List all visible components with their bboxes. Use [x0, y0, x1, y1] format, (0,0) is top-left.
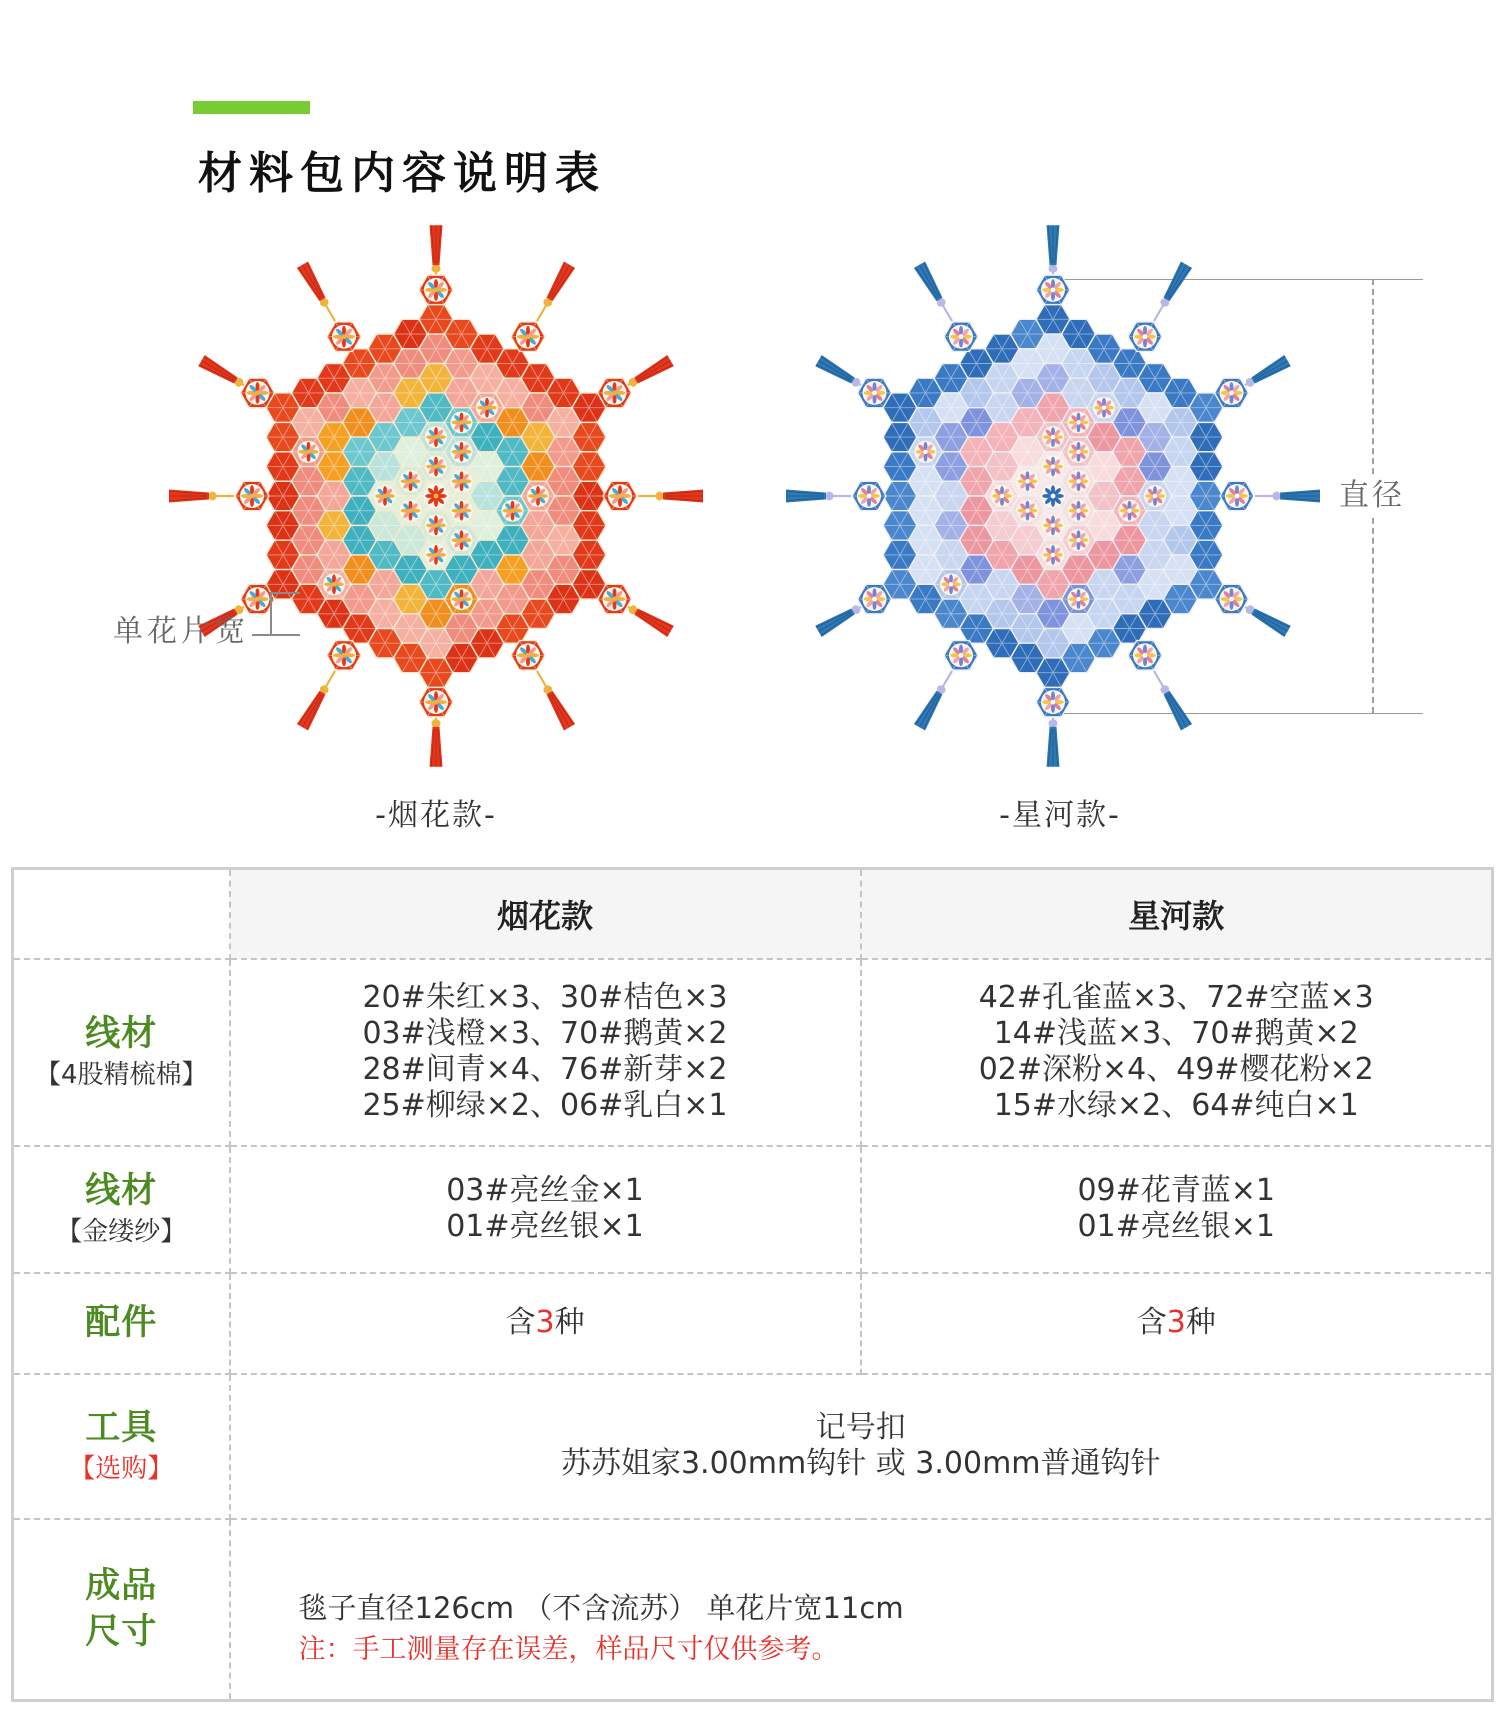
tassel	[1242, 601, 1291, 637]
flower-center	[526, 334, 531, 339]
blanket-body	[266, 305, 606, 688]
tool-line: 苏苏姐家3.00mm钩针 或 3.00mm普通钩针	[560, 1446, 1161, 1481]
flower-center	[1000, 494, 1004, 498]
galaxy-cell	[861, 959, 1493, 1146]
flower-center	[485, 406, 489, 410]
tassel	[169, 490, 234, 503]
flower-center	[1153, 494, 1157, 498]
fireworks-cell	[230, 1273, 861, 1374]
tassel	[1148, 668, 1192, 731]
title-accent-bar	[193, 101, 310, 114]
tassel	[1047, 718, 1060, 767]
flower-center	[1051, 523, 1055, 527]
flower-width-bracket-bottom	[252, 634, 300, 636]
flower-center	[1076, 420, 1080, 424]
flower-center	[434, 553, 438, 557]
flower-center	[612, 597, 617, 602]
flower-center	[459, 538, 463, 542]
galaxy-blanket-image	[767, 210, 1339, 782]
accessory-suffix: 种	[1185, 1305, 1216, 1340]
yarn-line: 09#花青蓝×1	[1077, 1173, 1276, 1208]
tassel	[625, 355, 674, 391]
flower-center	[1051, 464, 1055, 468]
flower-center	[923, 450, 927, 454]
flower-center	[1102, 406, 1106, 410]
blanket-body	[883, 305, 1223, 688]
flower-center	[1235, 494, 1240, 499]
flower-center	[434, 288, 439, 293]
tassel	[1148, 262, 1192, 325]
tassel-cord	[326, 671, 335, 687]
accessory-number: 3	[535, 1305, 555, 1340]
table-row	[13, 1146, 1493, 1273]
tassel-cord	[537, 306, 546, 322]
row-sublabel: 【4股精梳棉】	[34, 1060, 208, 1090]
tassel	[625, 601, 674, 637]
tassel-cap	[432, 265, 441, 273]
accessory-prefix: 含	[505, 1305, 536, 1340]
row-label: 工具	[85, 1408, 158, 1448]
table-row	[13, 1273, 1493, 1374]
yarn-line: 25#柳绿×2、06#乳白×1	[362, 1088, 728, 1123]
fireworks-cell	[230, 1146, 861, 1273]
table-row	[13, 959, 1493, 1146]
flower-center	[612, 391, 617, 396]
flower-center	[1025, 479, 1029, 483]
flower-center	[459, 420, 463, 424]
tassel	[1242, 355, 1291, 391]
flower-center	[1051, 700, 1056, 705]
flower-center	[867, 494, 872, 499]
accessory-prefix: 含	[1136, 1305, 1167, 1340]
galaxy-cell	[861, 1146, 1493, 1273]
flower-center	[332, 582, 336, 586]
accessory-suffix: 种	[554, 1305, 585, 1340]
tassel	[638, 490, 703, 503]
flower-center	[1051, 494, 1056, 499]
flower-center	[434, 700, 439, 705]
row-sublabel: 【选购】	[69, 1454, 174, 1484]
materials-table	[11, 867, 1494, 1702]
size-cell	[230, 1519, 1493, 1701]
tool-line: 记号扣	[815, 1410, 906, 1445]
tassel	[430, 718, 443, 767]
header-galaxy: 星河款	[861, 869, 1493, 959]
tools-cell	[230, 1374, 1493, 1519]
flower-center	[459, 597, 463, 601]
galaxy-cell	[861, 1273, 1493, 1374]
flower-center	[872, 391, 877, 396]
tassel	[815, 601, 864, 637]
tassel-cap	[209, 492, 217, 501]
yarn-line: 01#亮丝银×1	[446, 1209, 644, 1244]
flower-center	[959, 653, 964, 658]
row-label-cell	[13, 1519, 230, 1701]
yarn-line: 02#深粉×4、49#樱花粉×2	[978, 1052, 1374, 1087]
tassel	[1047, 225, 1060, 274]
flower-center	[434, 435, 438, 439]
flower-center	[459, 450, 463, 454]
tassel-cap	[1049, 719, 1058, 727]
yarn-line: 42#孔雀蓝×3、72#空蓝×3	[978, 980, 1374, 1015]
flower-center	[1127, 509, 1131, 513]
flower-width-label: 单花片宽	[113, 614, 249, 649]
flower-center	[1143, 334, 1148, 339]
flower-width-bracket-vertical	[270, 592, 272, 635]
flower-center	[408, 509, 412, 513]
table-row	[13, 1519, 1493, 1701]
fireworks-caption: -烟花款-	[375, 798, 497, 833]
flower-center	[408, 479, 412, 483]
flower-center	[383, 494, 387, 498]
accessory-number: 3	[1166, 1305, 1186, 1340]
row-label-cell	[13, 959, 230, 1146]
fireworks-cell	[230, 959, 861, 1146]
size-note: 注：手工测量存在误差，样品尺寸仅供参考。	[298, 1634, 839, 1666]
tassel-cord	[943, 306, 952, 322]
yarn-line: 15#水绿×2、64#纯白×1	[993, 1088, 1359, 1123]
flower-center	[342, 334, 347, 339]
table-row	[13, 1374, 1493, 1519]
tassel	[815, 355, 864, 391]
galaxy-caption: -星河款-	[999, 798, 1121, 833]
tassel-cap	[826, 492, 834, 501]
tassel	[786, 490, 851, 503]
accessory-count	[862, 1305, 1492, 1341]
yarn-line: 03#亮丝金×1	[446, 1173, 644, 1208]
flower-center	[255, 597, 260, 602]
flower-center	[1051, 435, 1055, 439]
yarn-line: 14#浅蓝×3、70#鹅黄×2	[993, 1016, 1359, 1051]
flower-center	[434, 523, 438, 527]
row-label: 尺寸	[85, 1612, 158, 1653]
tassel	[430, 225, 443, 274]
tassel	[914, 262, 958, 325]
flower-center	[1076, 450, 1080, 454]
row-sublabel: 【金缕纱】	[56, 1217, 187, 1247]
flower-center	[1229, 391, 1234, 396]
tassel-cord	[1154, 306, 1163, 322]
flower-center	[306, 450, 310, 454]
fireworks-blanket-image	[150, 210, 722, 782]
tassel-cord	[943, 671, 952, 687]
table-header-row	[13, 869, 1493, 959]
tassel-cap	[1049, 265, 1058, 273]
flower-center	[250, 494, 255, 499]
flower-center	[1076, 479, 1080, 483]
row-label-cell	[13, 1273, 230, 1374]
tassel	[1255, 490, 1320, 503]
tassel-cord	[326, 306, 335, 322]
yarn-line: 01#亮丝银×1	[1077, 1209, 1276, 1244]
flower-center	[459, 509, 463, 513]
flower-center	[1229, 597, 1234, 602]
tassel-cap	[1273, 492, 1281, 501]
tassel	[531, 668, 575, 731]
tassel	[198, 355, 247, 391]
flower-center	[1051, 553, 1055, 557]
row-label: 线材	[85, 1014, 158, 1054]
flower-center	[255, 391, 260, 396]
tassel	[914, 668, 958, 731]
tassel	[531, 262, 575, 325]
flower-center	[618, 494, 623, 499]
flower-center	[1076, 538, 1080, 542]
tassel-cord	[537, 671, 546, 687]
flower-center	[1025, 509, 1029, 513]
flower-center	[510, 509, 514, 513]
flower-center	[1051, 288, 1056, 293]
header-fireworks: 烟花款	[230, 869, 861, 959]
yarn-line: 20#朱红×3、30#桔色×3	[362, 980, 728, 1015]
flower-center	[949, 582, 953, 586]
flower-center	[959, 334, 964, 339]
tassel	[297, 262, 341, 325]
header-blank-cell	[13, 869, 230, 959]
flower-width-bracket-top	[270, 592, 300, 594]
row-label-cell	[13, 1374, 230, 1519]
tassel-cap	[432, 719, 441, 727]
row-label: 线材	[85, 1171, 158, 1211]
flower-center	[526, 653, 531, 658]
flower-center	[1076, 597, 1080, 601]
yarn-line: 28#间青×4、76#新芽×2	[362, 1052, 728, 1087]
flower-center	[434, 494, 439, 499]
tassel	[297, 668, 341, 731]
row-label: 配件	[85, 1303, 158, 1343]
accessory-count	[231, 1305, 860, 1341]
flower-center	[434, 464, 438, 468]
diameter-label: 直径	[1339, 478, 1405, 513]
yarn-line: 03#浅橙×3、70#鹅黄×2	[362, 1016, 728, 1051]
flower-center	[1076, 509, 1080, 513]
row-label-cell	[13, 1146, 230, 1273]
tassel-cap	[656, 492, 664, 501]
row-label: 成品	[85, 1566, 158, 1607]
flower-center	[1143, 653, 1148, 658]
flower-center	[872, 597, 877, 602]
tassel-cord	[1154, 671, 1163, 687]
page-title: 材料包内容说明表	[198, 148, 606, 199]
flower-center	[459, 479, 463, 483]
flower-center	[342, 653, 347, 658]
flower-center	[536, 494, 540, 498]
size-text: 毯子直径126cm （不含流苏） 单花片宽11cm	[298, 1591, 904, 1626]
